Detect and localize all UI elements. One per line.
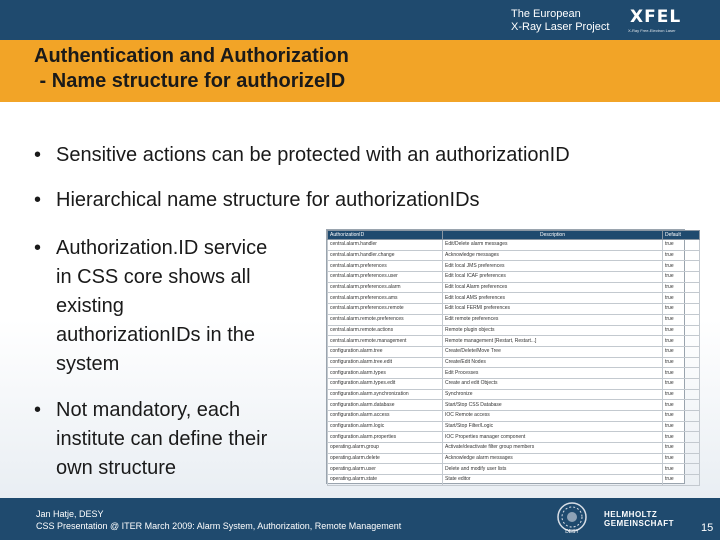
logo-word: XFEL [630,7,682,27]
cell-default: true [663,346,700,357]
cell-authorization-id: central.alarm.preferences.alarm [328,282,443,293]
bullet-dot: • [34,144,42,166]
table-row[interactable] [328,368,700,379]
bullet-line: existing [56,295,124,317]
cell-description: Edit local AMS preferences [443,293,663,304]
cell-authorization-id: operating.alarm.state [328,475,443,486]
desy-emblem-icon [556,501,588,535]
cell-default: true [663,443,700,454]
bullet-line: Not mandatory, each [56,399,241,421]
cell-default: true [663,282,700,293]
bullet-line: Authorization.ID service [56,237,268,259]
column-header-default[interactable]: Default [663,231,700,240]
footer-presentation: CSS Presentation @ ITER March 2009: Alarm System, Authorization, Remote Management [36,521,402,531]
cell-description: Synchronize [443,389,663,400]
table-row[interactable] [328,261,700,272]
cell-default: true [663,325,700,336]
bullet-line: own structure [56,457,177,479]
bullet-line: institute can define their [56,428,268,450]
helmholtz-line-2: GEMEINSCHAFT [604,519,674,528]
cell-authorization-id: central.alarm.remote.preferences [328,314,443,325]
cell-authorization-id: configuration.alarm.logic [328,421,443,432]
cell-authorization-id: configuration.alarm.database [328,400,443,411]
cell-default: true [663,240,700,251]
table-row[interactable] [328,336,700,347]
cell-default: true [663,272,700,283]
cell-authorization-id: central.alarm.handler [328,240,443,251]
cell-description: IOC Remote access [443,411,663,422]
cell-description: Create/Edit Nodes [443,357,663,368]
cell-default: true [663,357,700,368]
column-header-description[interactable]: Description [443,231,663,240]
cell-authorization-id: configuration.alarm.tree [328,346,443,357]
table-row[interactable] [328,357,700,368]
cell-authorization-id: central.alarm.remote.management [328,336,443,347]
bullet-dot: • [34,237,42,259]
table-row[interactable] [328,464,700,475]
cell-authorization-id: central.alarm.preferences [328,261,443,272]
cell-authorization-id: central.alarm.preferences.ams [328,293,443,304]
table-row[interactable] [328,346,700,357]
cell-description: Create/Delete/Move Tree [443,346,663,357]
column-header-authorization-id[interactable]: AuthorizationID [328,231,443,240]
helmholtz-line-1: HELMHOLTZ [604,510,658,519]
cell-description: Remote plugin objects [443,325,663,336]
cell-default: true [663,464,700,475]
cell-description: IOC Properties manager component [443,432,663,443]
cell-authorization-id: central.alarm.preferences.remote [328,304,443,315]
cell-authorization-id: configuration.alarm.properties [328,432,443,443]
cell-description: Activate/deactivate filter group members [443,443,663,454]
bullet-text: Sensitive actions can be protected with an authorizationID [56,144,570,166]
table-row[interactable] [328,378,700,389]
cell-authorization-id: central.alarm.remote.actions [328,325,443,336]
cell-authorization-id: configuration.alarm.types [328,368,443,379]
table-row[interactable] [328,304,700,315]
table-row[interactable] [328,453,700,464]
cell-authorization-id: central.alarm.handler.change [328,250,443,261]
bullet-text: Hierarchical name structure for authorizationIDs [56,189,480,211]
cell-default: true [663,453,700,464]
desy-logo [556,501,588,535]
brand-line-2: X-Ray Laser Project [511,21,610,33]
cell-default: true [663,411,700,422]
cell-default: true [663,421,700,432]
title-line-2: - Name structure for authorizeID [34,70,346,92]
cell-description: Edit Processes [443,368,663,379]
cell-description: Create and edit Objects [443,378,663,389]
cell-description: Edit local Alarm preferences [443,282,663,293]
cell-description: Start/Stop CSS Database [443,400,663,411]
bullet-dot: • [34,189,42,211]
cell-description: Start/Stop Filter/Logic [443,421,663,432]
cell-description: Edit local ICAF preferences [443,272,663,283]
table-body [328,240,700,486]
xfel-logo [626,7,716,35]
footer-author: Jan Hatje, DESY [36,509,104,519]
bullet-line: in CSS core shows all [56,266,251,288]
cell-default: true [663,400,700,411]
table-row[interactable] [328,443,700,454]
cell-default: true [663,336,700,347]
logo-subtitle: X-Ray Free-Electron Laser [628,28,676,33]
desy-label: DESY [565,529,579,535]
cell-authorization-id: operating.alarm.group [328,443,443,454]
page-number: 15 [701,522,714,534]
cell-description: State editor [443,475,663,486]
bullet-text [56,396,267,483]
cell-authorization-id: configuration.alarm.types.edit [328,378,443,389]
table-row[interactable] [328,421,700,432]
bullet-line: authorizationIDs in the [56,324,256,346]
bullet-text [56,234,267,379]
cell-default: true [663,304,700,315]
cell-default: true [663,432,700,443]
table-header-row [328,231,700,240]
cell-default: true [663,368,700,379]
cell-default: true [663,389,700,400]
authorization-id-table [326,229,685,484]
bullet-dot: • [34,399,42,421]
table-row[interactable] [328,250,700,261]
cell-description: Edit/Delete alarm messages [443,240,663,251]
table-row[interactable] [328,325,700,336]
table-row[interactable] [328,293,700,304]
table-row[interactable] [328,272,700,283]
brand-line-1: The European [511,8,581,20]
table-row[interactable] [328,314,700,325]
helmholtz-logo [604,510,674,528]
cell-authorization-id: configuration.alarm.access [328,411,443,422]
header-bar [0,0,720,40]
cell-default: true [663,314,700,325]
cell-authorization-id: central.alarm.preferences.user [328,272,443,283]
table-row[interactable] [328,411,700,422]
cell-description: Edit local FERMI preferences [443,304,663,315]
cell-description: Delete and modify user lists [443,464,663,475]
table-row[interactable] [328,432,700,443]
table-row[interactable] [328,400,700,411]
cell-description: Edit remote preferences [443,314,663,325]
table-row[interactable] [328,389,700,400]
table-row[interactable] [328,240,700,251]
cell-description: Edit local JMS preferences [443,261,663,272]
table [327,230,700,486]
brand-text [511,8,609,34]
table-row[interactable] [328,475,700,486]
cell-default: true [663,261,700,272]
footer-text [36,508,401,532]
bullet-line: system [56,353,120,375]
slide-title [34,44,349,94]
cell-default: true [663,475,700,486]
cell-authorization-id: configuration.alarm.tree.edit [328,357,443,368]
cell-default: true [663,250,700,261]
cell-description: Acknowledge messages [443,250,663,261]
cell-description: Acknowledge alarm messages [443,453,663,464]
cell-default: true [663,293,700,304]
cell-authorization-id: configuration.alarm.synchronization [328,389,443,400]
cell-default: true [663,378,700,389]
cell-description: Remote management [Restart, Restart...] [443,336,663,347]
cell-authorization-id: operating.alarm.delete [328,453,443,464]
title-line-1: Authentication and Authorization [34,45,349,67]
cell-authorization-id: operating.alarm.user [328,464,443,475]
table-row[interactable] [328,282,700,293]
